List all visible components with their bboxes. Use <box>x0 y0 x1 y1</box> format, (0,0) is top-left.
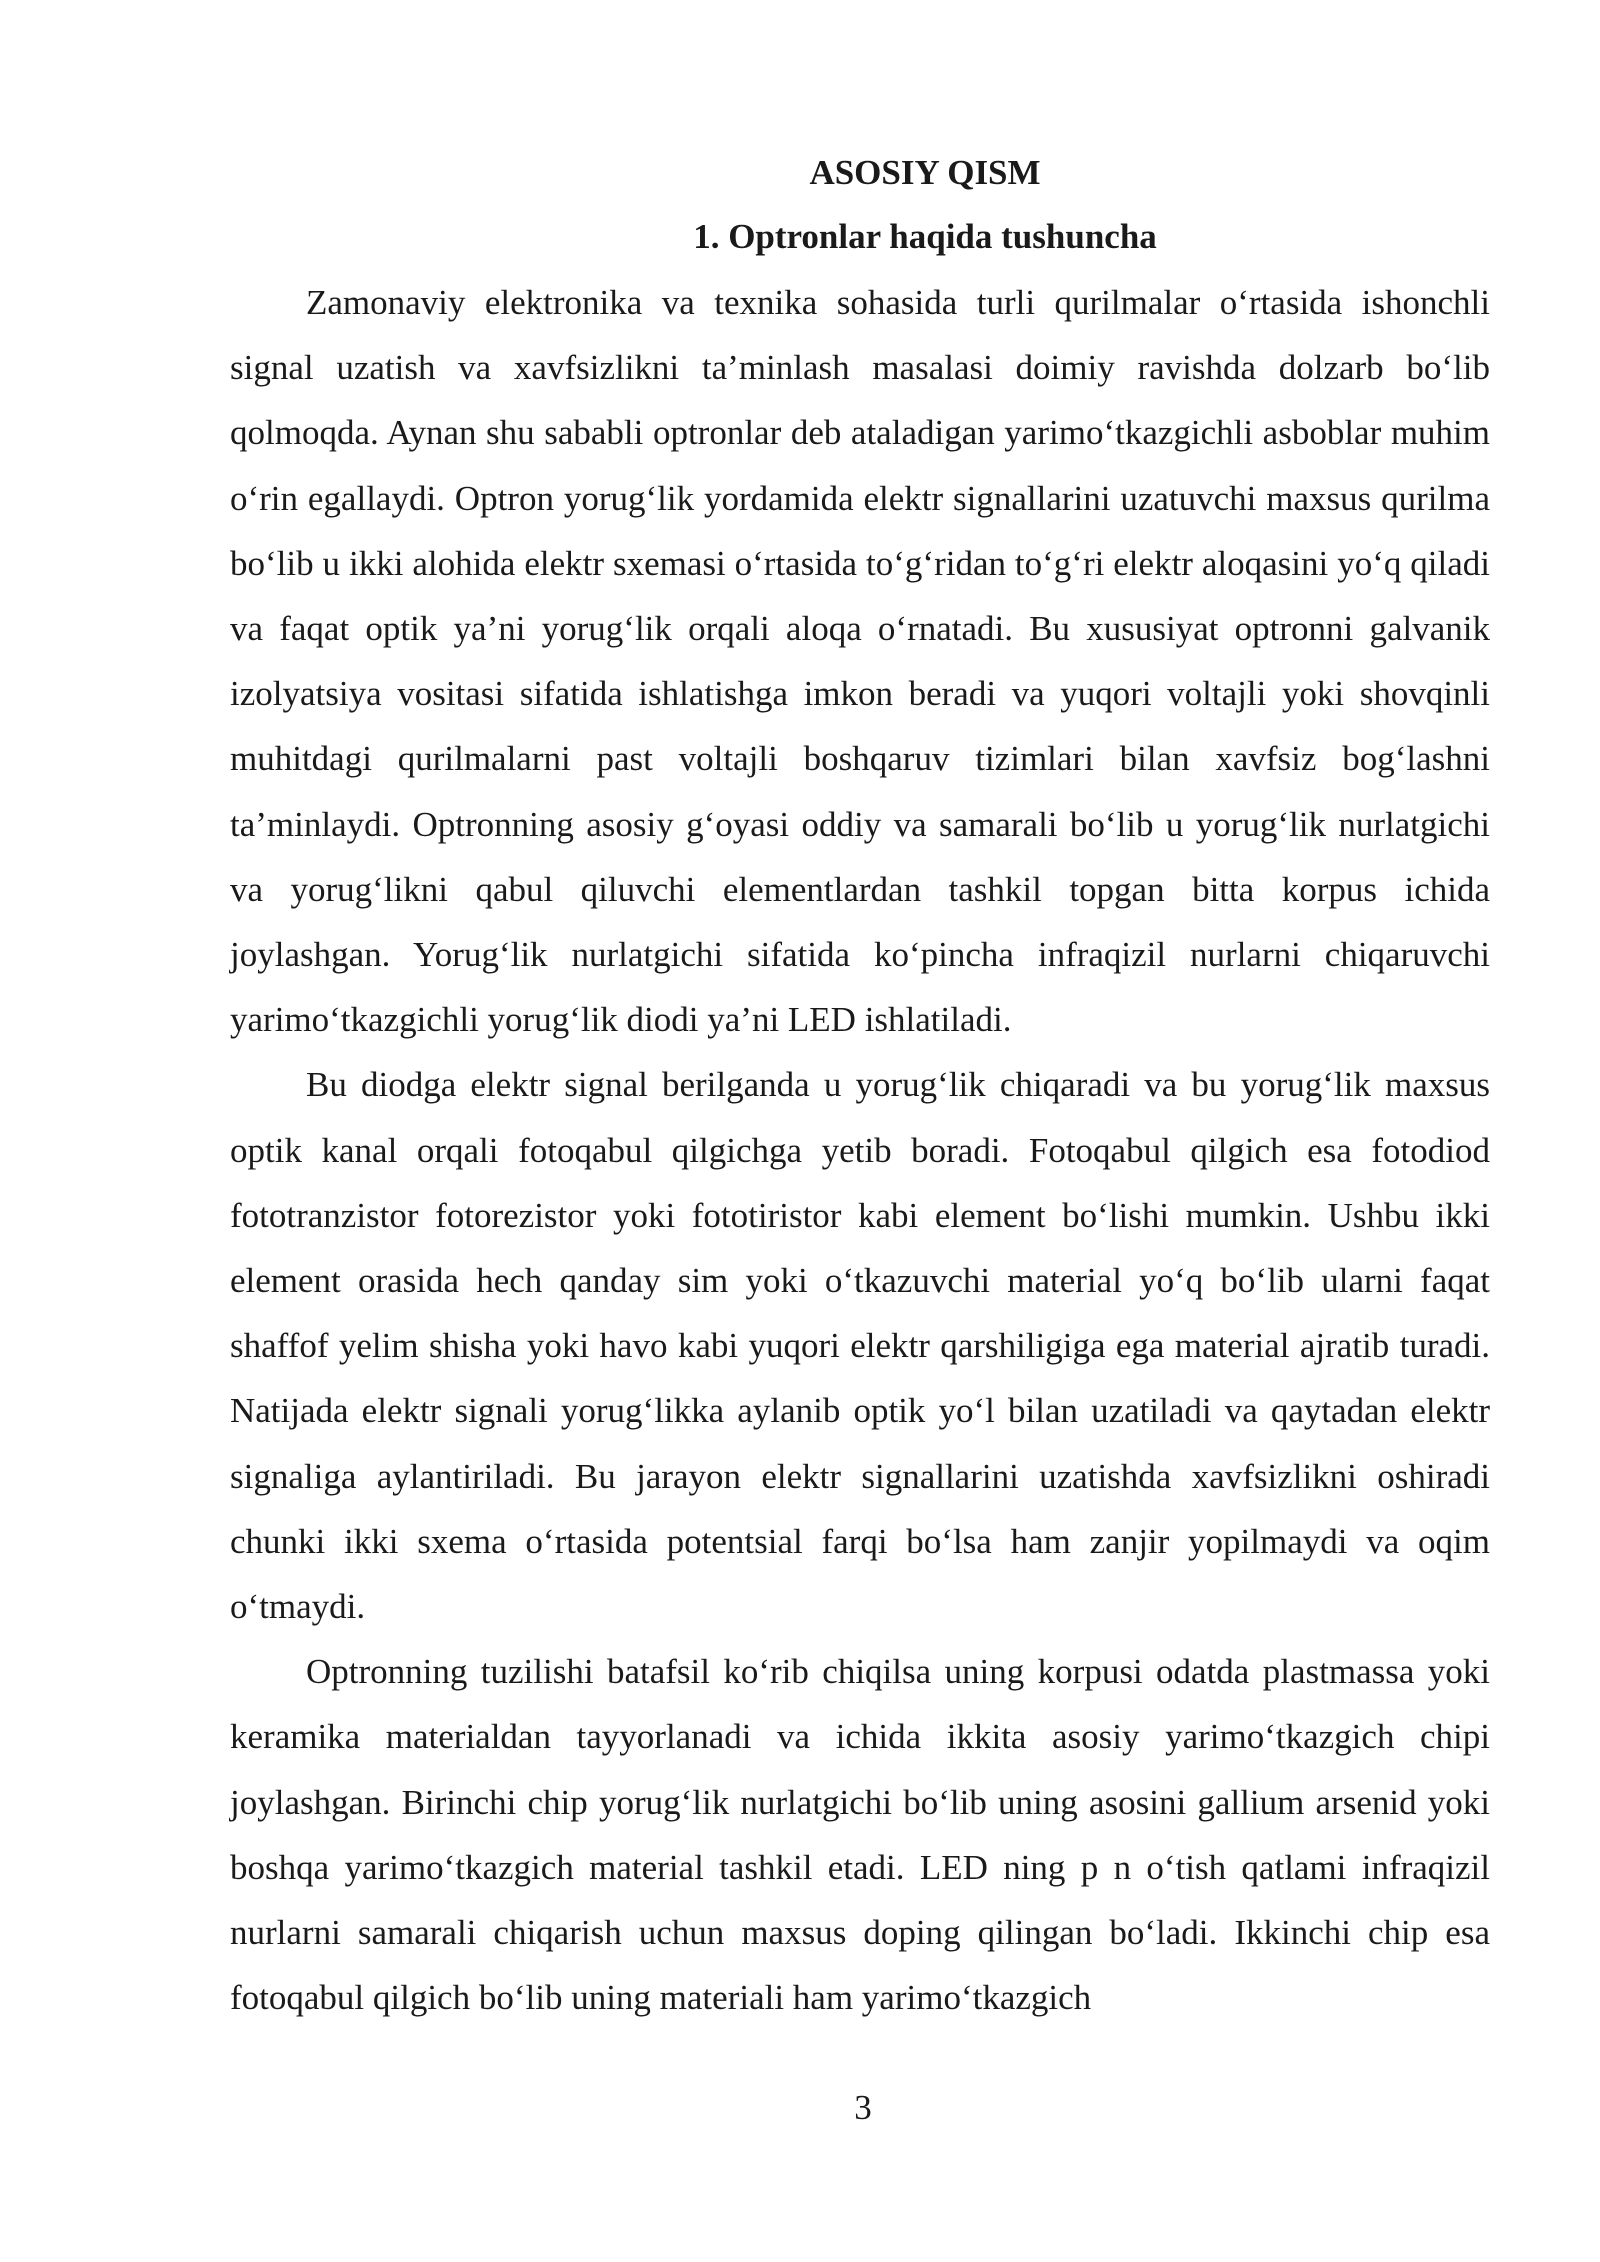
section-title: 1. Optronlar haqida tushuncha <box>693 217 1157 256</box>
paragraph-1: Zamonaviy elektronika va texnika sohasida turli qurilmalar o‘rtasida ishonchli signal uzatish va xavfsizlikni ta’minlash masalasi doimiy ravishda dolzarb bo‘lib qolmoqda. Aynan shu sababli optronlar deb ataladigan yarimo‘tkazgichli asboblar muhim o‘rin egallaydi. Optron yorug‘lik yordamida elektr signallarini uzatuvchi maxsus qurilma bo‘lib u ikki alohida elektr sxemasi o‘rtasida to‘g‘ridan to‘g‘ri elektr aloqasini yo‘q qiladi va faqat optik ya’ni yorug‘lik orqali aloqa o‘rnatadi. Bu xususiyat optronni galvanik izolyatsiya vositasi sifatida ishlatishga imkon beradi va yuqori voltajli yoki shovqinli muhitdagi qurilmalarni past voltajli boshqaruv tizimlari bilan xavfsiz bog‘lashni ta’minlaydi. Optronning asosiy g‘oyasi oddiy va samarali bo‘lib u yorug‘lik nurlatgichi va yorug‘likni qabul qiluvchi elementlardan tashkil topgan bitta korpus ichida joylashgan. Yorug‘lik nurlatgichi sifatida ko‘pincha infraqizil nurlarni chiqaruvchi yarimo‘tkazgichli yorug‘lik diodi ya’ni LED ishlatiladi. <box>230 283 1490 1040</box>
paragraph-3: Optronning tuzilishi batafsil ko‘rib chiqilsa uning korpusi odatda plastmassa yoki keramika materialdan tayyorlanadi va ichida ikkita asosiy yarimo‘tkazgich chipi joylashgan. Birinchi chip yorug‘lik nurlatgichi bo‘lib uning asosini gallium arsenid yoki boshqa yarimo‘tkazgich material tashkil etadi. LED ning p n o‘tish qatlami infraqizil nurlarni samarali chiqarish uchun maxsus doping qilingan bo‘ladi. Ikkinchi chip esa fotoqabul qilgich bo‘lib uning materiali ham yarimo‘tkazgich <box>230 1652 1490 2018</box>
page-content <box>230 148 1490 2030</box>
paragraph-2: Bu diodga elektr signal berilganda u yorug‘lik chiqaradi va bu yorug‘lik maxsus optik kanal orqali fotoqabul qilgichga yetib boradi. Fotoqabul qilgich esa fotodiod fototranzistor fotorezistor yoki fototiristor kabi element bo‘lishi mumkin. Ushbu ikki element orasida hech qanday sim yoki o‘tkazuvchi material yo‘q bo‘lib ularni faqat shaffof yelim shisha yoki havo kabi yuqori elektr qarshiligiga ega material ajratib turadi. Natijada elektr signali yorug‘likka aylanib optik yo‘l bilan uzatiladi va qaytadan elektr signaliga aylantiriladi. Bu jarayon elektr signallarini uzatishda xavfsizlikni oshiradi chunki ikki sxema o‘rtasida potentsial farqi bo‘lsa ham zanjir yopilmaydi va oqim o‘tmaydi. <box>230 1065 1490 1627</box>
chapter-title: ASOSIY QISM <box>809 153 1041 192</box>
page-number: 3 <box>854 2088 872 2127</box>
